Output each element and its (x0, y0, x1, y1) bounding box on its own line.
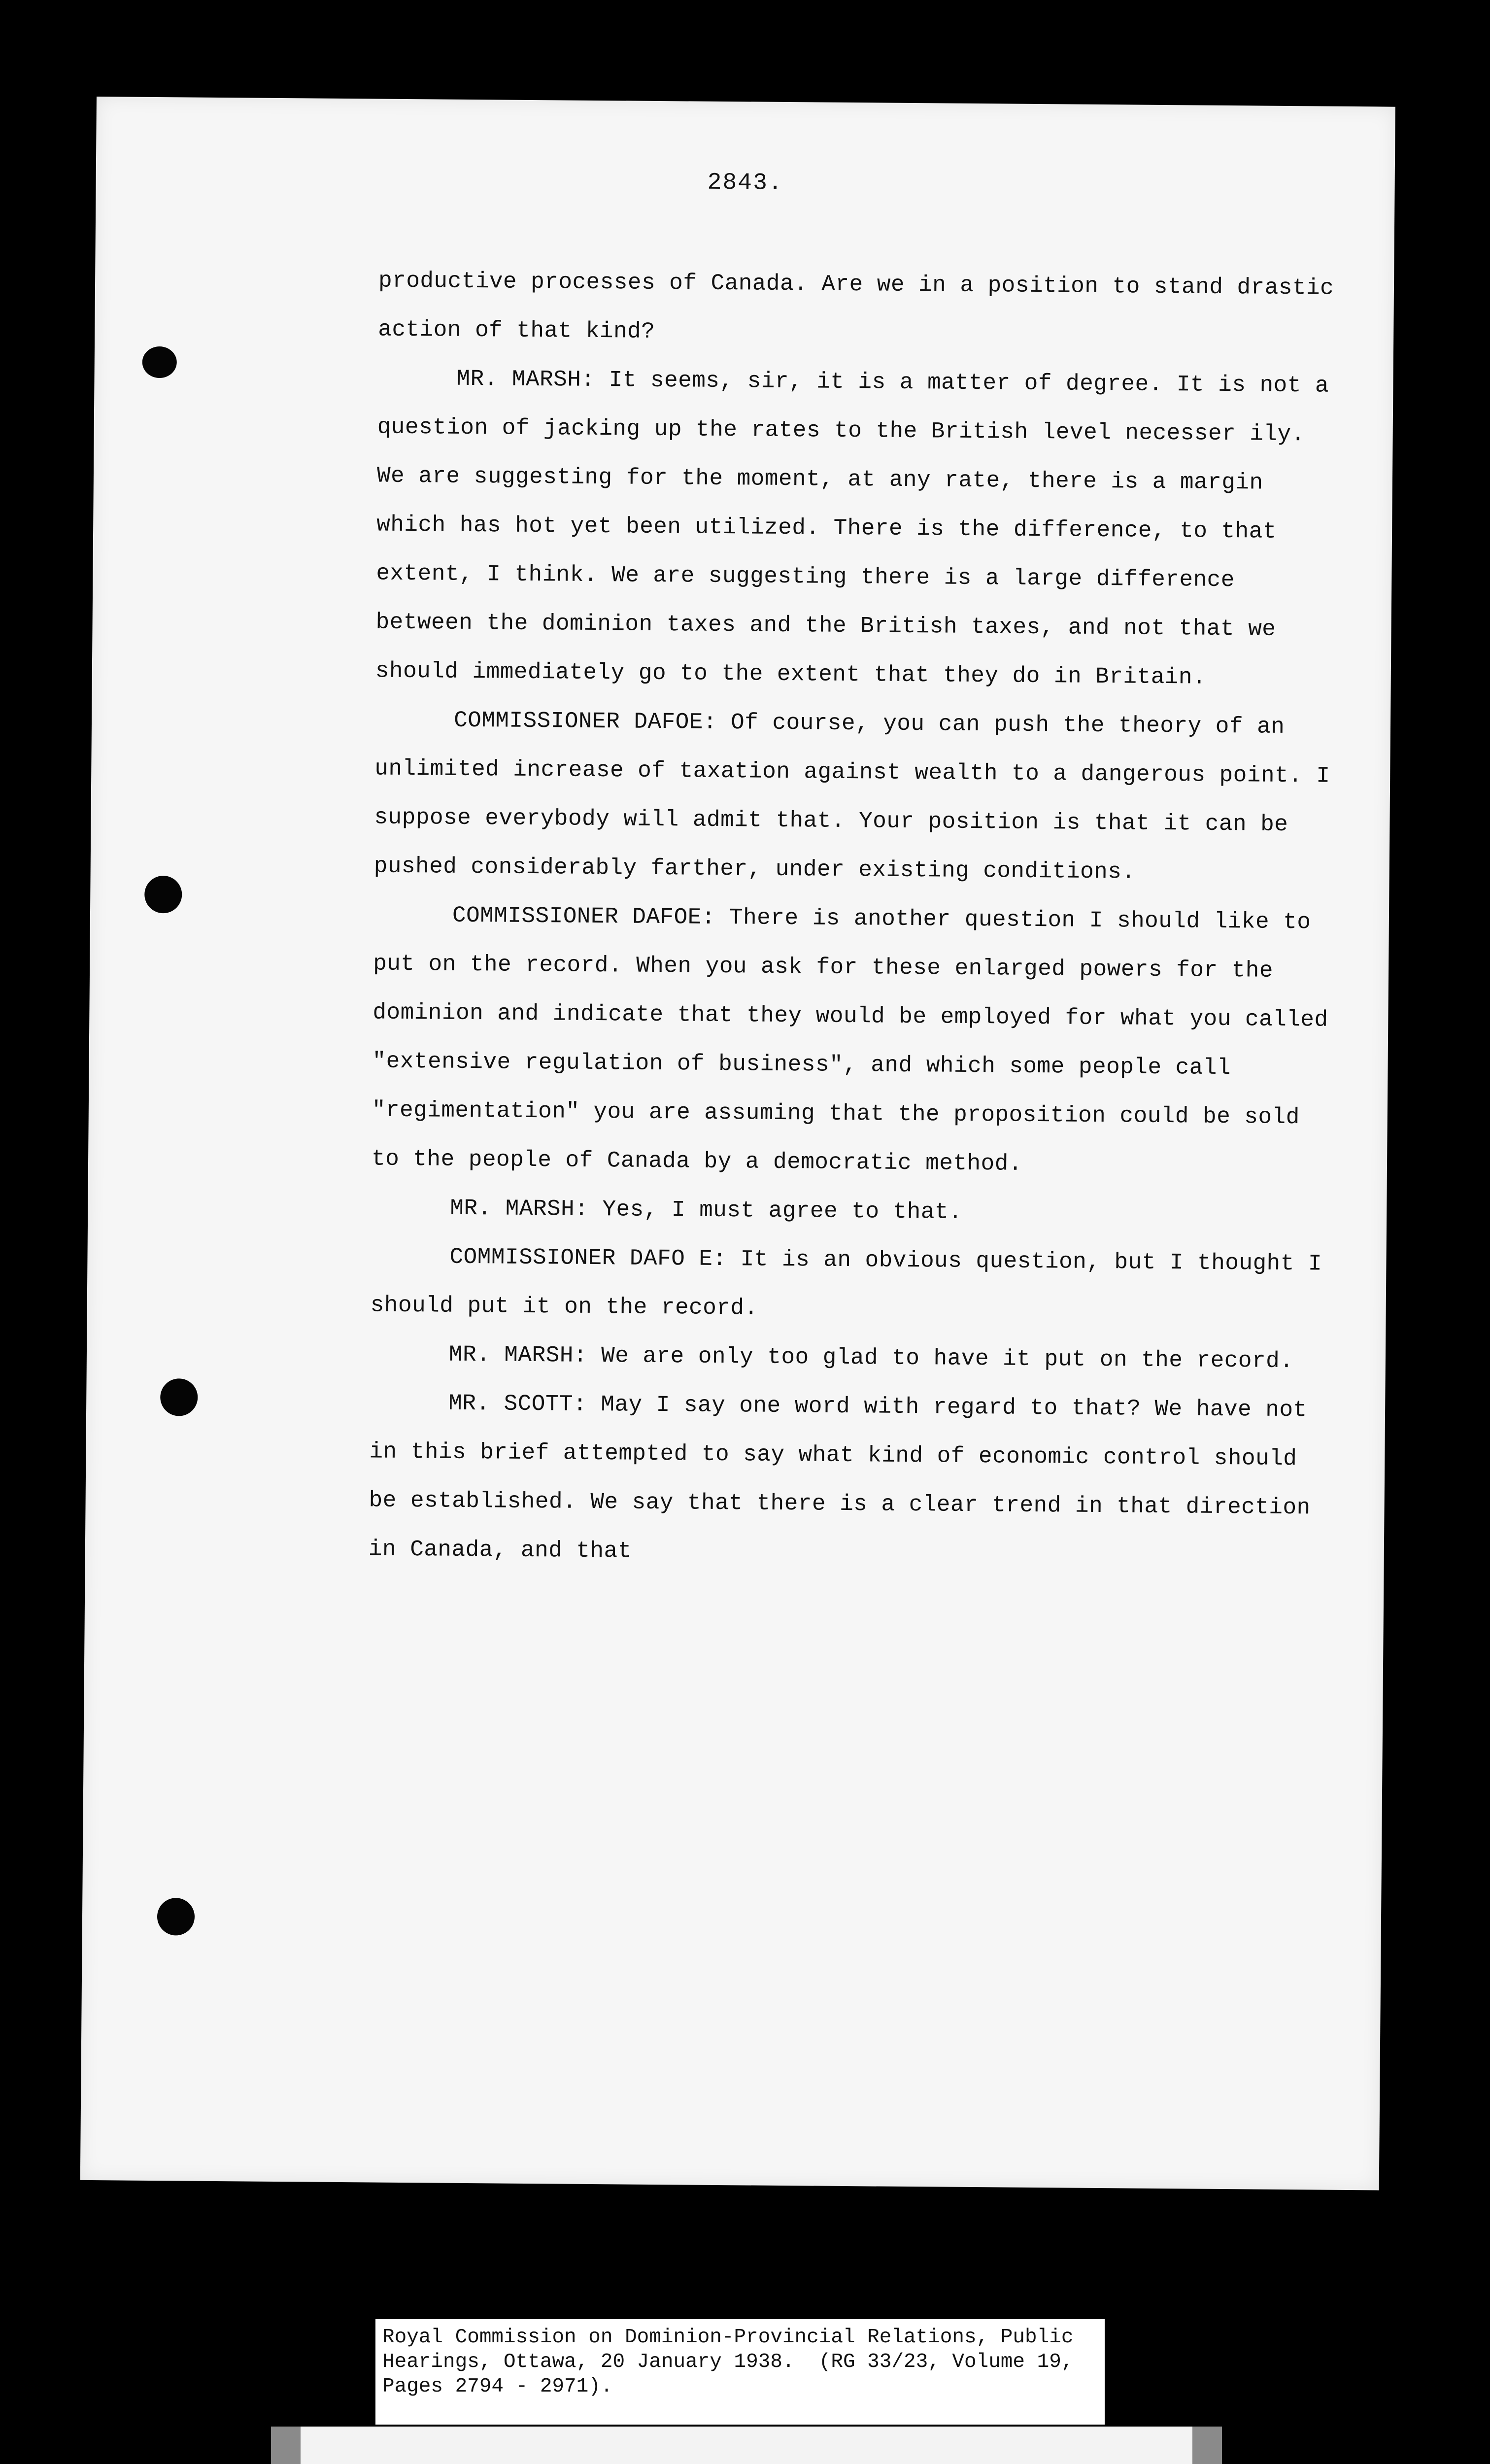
punch-hole-3 (160, 1378, 198, 1416)
transcript-body (368, 257, 1344, 1581)
paragraph: MR. MARSH: We are only too glad to have it put on the record. (448, 1341, 1294, 1374)
label-line: Royal Commission on Dominion-Provincial Relations, Public (382, 2326, 1074, 2349)
paragraph: COMMISSIONER DAFO E: It is an obvious question, but I thought I should put it on the record. (370, 1244, 1322, 1321)
page-number: 2843. (707, 169, 783, 197)
document-page (80, 97, 1395, 2190)
paragraph: MR. SCOTT: May I say one word with regard to that? We have not in this brief attempted to say what kind of economic control should be established. We say that there is a clear trend in that direction in Canada, and that (368, 1390, 1311, 1564)
archive-reference-label (375, 2319, 1105, 2425)
punch-hole-2 (144, 876, 182, 914)
paragraph: COMMISSIONER DAFOE: Of course, you can push the theory of an unlimited increase of taxation against wealth to a dangerous point. I suppose everybody will admit that. Your position is that it can be pushed considerably farther, under existing conditions. (373, 707, 1330, 885)
punch-hole-4 (157, 1898, 195, 1936)
punch-hole-1 (142, 346, 177, 378)
label-line: Pages 2794 - 2971). (382, 2375, 613, 2398)
paragraph: MR. MARSH: It seems, sir, it is a matter of degree. It is not a question of jacking up the rates to the British level necesser ily. We are suggesting for the moment, at any rate, there is a margin which has hot yet been utilized. There is the difference, to that extent, I think. We are suggesting there is a large difference between the dominion taxes and the British taxes, and not that we should immediately go to the extent that they do in Britain. (375, 366, 1329, 690)
paragraph: productive processes of Canada. Are we in a position to stand drastic action of that kind? (378, 268, 1334, 344)
label-line: Hearings, Ottawa, 20 January 1938. (RG 33/23, Volume 19, (382, 2351, 1074, 2373)
paragraph: COMMISSIONER DAFOE: There is another question I should like to put on the record. When you ask for these enlarged powers for the dominion and indicate that they would be employed for what you called "extensive regulation of business", and which some people call "regimentation" you are assuming that the proposition could be sold to the people of Canada by a democratic method. (371, 902, 1328, 1177)
archives-stamp (271, 2427, 1222, 2464)
paragraph: MR. MARSH: Yes, I must agree to that. (450, 1195, 963, 1225)
